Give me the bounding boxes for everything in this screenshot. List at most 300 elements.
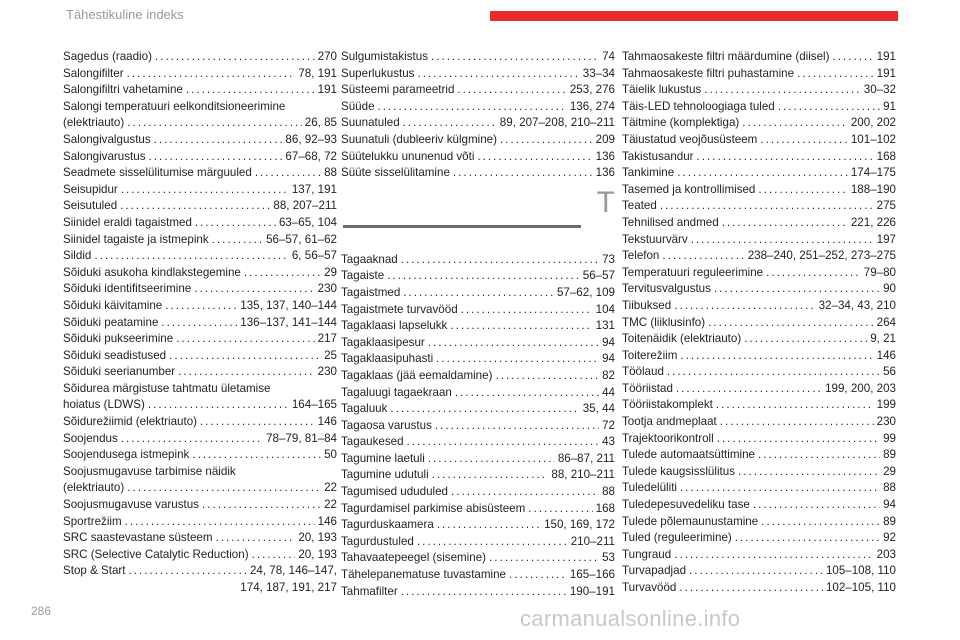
dot-leader	[417, 66, 579, 83]
entry-pages: 86, 92–93	[285, 132, 337, 146]
index-entry	[341, 501, 615, 518]
index-entry	[63, 514, 337, 531]
dot-leader	[161, 315, 237, 332]
letter-heading: T	[596, 185, 615, 219]
entry-pages: 94	[883, 498, 896, 512]
index-entry	[341, 418, 615, 435]
entry-pages: 136–137, 141–144	[240, 315, 337, 329]
entry-term: Tagaklaas (jää eemaldamine)	[341, 368, 493, 382]
entry-pages: 135, 137, 140–144	[240, 298, 337, 312]
entry-pages: 101–102	[850, 132, 896, 146]
dot-leader	[401, 252, 599, 269]
entry-pages: 35, 44	[582, 402, 615, 416]
index-entry	[622, 431, 896, 448]
dot-leader	[758, 182, 847, 199]
entry-pages: 102–105, 110	[825, 581, 896, 594]
dot-leader	[742, 115, 848, 132]
entry-pages: 136, 274	[569, 99, 615, 113]
entry-pages: 238–240, 251–252, 273–275	[747, 249, 896, 263]
dot-leader	[758, 447, 880, 464]
index-entry	[341, 149, 615, 166]
entry-term: Salongifiltri vahetamine	[63, 83, 183, 97]
dot-leader	[192, 447, 321, 464]
entry-pages: 20, 193	[298, 547, 337, 561]
dot-leader	[194, 281, 314, 298]
index-entry	[622, 182, 896, 199]
index-entry	[63, 165, 337, 182]
dot-leader	[387, 268, 580, 285]
index-entry	[63, 497, 337, 514]
entry-pages: 136	[595, 166, 615, 180]
entry-term: Tahmaosakeste filtri määrdumine (diisel)	[622, 50, 830, 63]
entry-term: Siinidel eraldi tagaistmed	[63, 215, 192, 229]
entry-term: Tagaklaasi lapselukk	[341, 319, 448, 333]
index-entry	[622, 530, 896, 547]
index-entry	[622, 248, 896, 265]
entry-term: Täielik lukustus	[622, 83, 702, 97]
entry-pages: 73	[602, 252, 615, 266]
entry-term: Tagaistmed	[341, 285, 401, 299]
entry-pages: 24, 78, 146–147,	[249, 564, 337, 578]
index-entry	[63, 265, 337, 282]
dot-leader	[457, 82, 566, 99]
index-entry	[341, 467, 615, 484]
entry-term: Tuled (reguleerimine)	[622, 531, 732, 545]
entry-term: Tungraud	[622, 547, 672, 561]
page-number: 286	[31, 604, 52, 618]
entry-term: Turvapadjad	[622, 564, 687, 578]
entry-term: Tagaiste	[341, 269, 385, 283]
dot-leader	[697, 149, 874, 166]
index-entry	[622, 331, 896, 348]
dot-leader	[178, 364, 315, 381]
entry-term: Sõiduki peatamine	[63, 315, 159, 329]
index-entry	[622, 348, 896, 365]
index-entry	[63, 99, 337, 132]
entry-term-line: Sõidurea märgistuse tahtmatu ületamise	[63, 381, 271, 395]
index-entry	[622, 580, 896, 597]
dot-leader	[165, 298, 237, 315]
dot-leader	[129, 563, 247, 580]
entry-pages: 150, 169, 172	[544, 518, 615, 532]
entry-pages: 53	[602, 551, 615, 565]
dot-leader	[717, 431, 880, 448]
index-entry	[622, 132, 896, 149]
dot-leader	[674, 298, 815, 315]
dot-leader	[714, 281, 880, 298]
entry-pages: 26, 85	[304, 116, 337, 130]
entry-term: Temperatuuri reguleerimine	[622, 265, 764, 279]
index-entry	[341, 49, 615, 66]
index-entry	[63, 547, 337, 564]
entry-term: SRC saastevastane süsteem	[63, 531, 213, 545]
index-entry	[622, 381, 896, 398]
dot-leader	[428, 451, 555, 468]
entry-pages: 90	[883, 282, 896, 296]
entry-pages: 230	[317, 282, 337, 296]
index-entry	[63, 530, 337, 547]
index-entry	[622, 514, 896, 531]
entry-pages: 199	[876, 398, 896, 412]
entry-term: SRC (Selective Catalytic Reduction)	[63, 547, 249, 561]
entry-pages: 72	[602, 418, 615, 432]
index-entry	[341, 534, 615, 551]
entry-term: Süüte sisselülitamine	[341, 166, 450, 180]
entry-term: Tervitusvalgustus	[622, 282, 711, 296]
entry-pages: 230	[876, 415, 896, 429]
dot-leader	[252, 547, 296, 564]
entry-pages: 63–65, 104	[278, 215, 337, 229]
entry-term: Tasemed ja kontrollimised	[622, 182, 756, 196]
entry-term-line: Salongi temperatuuri eelkonditsioneerimine	[63, 99, 286, 113]
entry-pages: 217	[317, 332, 337, 346]
letter-rule	[343, 225, 581, 228]
index-entry	[63, 281, 337, 298]
dot-leader	[744, 331, 867, 348]
dot-leader	[528, 501, 592, 518]
entry-term: (elektriauto)	[63, 481, 125, 495]
dot-leader	[704, 82, 860, 99]
index-entry	[341, 318, 615, 335]
entry-pages: 56	[883, 365, 896, 379]
entry-pages: 88	[602, 485, 615, 499]
index-entry	[622, 232, 896, 249]
entry-term: Süütelukku ununenud võti	[341, 149, 475, 163]
dot-leader	[500, 132, 593, 149]
entry-pages: 88, 210–211	[551, 468, 615, 482]
index-entry	[341, 132, 615, 149]
entry-term: Tagurdamisel parkimise abisüsteem	[341, 501, 526, 515]
index-entry	[622, 315, 896, 332]
dot-leader	[120, 198, 270, 215]
dot-leader	[121, 431, 263, 448]
entry-term: Sõiduki pukseerimine	[63, 332, 174, 346]
dot-leader	[437, 517, 541, 534]
index-entry	[63, 82, 337, 99]
entry-term: Salongifilter	[63, 66, 124, 80]
entry-pages: 82	[602, 368, 615, 382]
entry-term: Toiterežiim	[622, 348, 678, 362]
entry-term: Tuledepesuvedeliku tase	[622, 498, 750, 512]
entry-pages: 25	[324, 348, 337, 362]
dot-leader	[255, 165, 321, 182]
header-title: Tähestikuline indeks	[66, 7, 184, 22]
index-entry	[622, 364, 896, 381]
entry-pages: 6, 56–57	[291, 249, 337, 263]
entry-pages: 146	[317, 514, 337, 528]
index-entry	[341, 584, 615, 601]
dot-leader	[674, 547, 873, 564]
entry-term: Tulede automaatsüttimine	[622, 448, 755, 462]
entry-term: Sõiduki käivitamine	[63, 298, 163, 312]
entry-term: Tagaklaasipesur	[341, 335, 425, 349]
entry-term: Tööriistakomplekt	[622, 398, 713, 412]
index-entry	[622, 414, 896, 431]
entry-term: Salongivarustus	[63, 149, 146, 163]
index-column-1	[63, 49, 337, 597]
entry-pages: 43	[602, 435, 615, 449]
entry-term: Tagumine udutuli	[341, 468, 429, 482]
entry-term: Trajektoorikontroll	[622, 431, 714, 445]
entry-term: Täis-LED tehnoloogiaga tuled	[622, 99, 775, 113]
entry-pages: 78, 191	[298, 66, 337, 80]
index-entry	[622, 480, 896, 497]
index-entry	[622, 198, 896, 215]
entry-pages: 88	[324, 166, 337, 180]
entry-pages-continued: 174, 187, 191, 217	[240, 581, 337, 594]
entry-pages: 221, 226	[850, 215, 896, 229]
index-entry	[341, 115, 615, 132]
entry-term: Tagumine laetuli	[341, 451, 425, 465]
dot-leader	[401, 584, 567, 601]
entry-term: Teated	[622, 199, 657, 213]
index-entry	[63, 315, 337, 332]
dot-leader	[212, 232, 263, 249]
dot-leader	[720, 414, 874, 431]
index-entry	[341, 451, 615, 468]
index-entry	[341, 517, 615, 534]
entry-term: TMC (liiklusinfo)	[622, 315, 706, 329]
index-entry	[63, 414, 337, 431]
dot-leader	[691, 232, 874, 249]
index-entry	[63, 331, 337, 348]
entry-term: Tahmaosakeste filtri puhastamine	[622, 66, 795, 80]
entry-pages: 136	[595, 149, 615, 163]
index-entry	[63, 149, 337, 166]
index-column-2	[341, 49, 615, 600]
entry-pages: 99	[883, 431, 896, 445]
entry-term: Täiustatud veojõusüsteem	[622, 132, 758, 146]
dot-leader	[435, 418, 599, 435]
index-entry	[341, 335, 615, 352]
index-entry	[622, 215, 896, 232]
entry-pages: 146	[876, 348, 896, 362]
entry-pages: 56–57, 61–62	[266, 232, 337, 246]
index-entry	[341, 165, 615, 182]
entry-pages: 74	[602, 50, 615, 63]
entry-pages: 67–68, 72	[285, 149, 337, 163]
index-entry	[341, 82, 615, 99]
dot-leader	[431, 49, 599, 66]
dot-leader	[450, 318, 592, 335]
index-entry	[63, 447, 337, 464]
entry-pages: 29	[883, 464, 896, 478]
dot-leader	[455, 385, 599, 402]
dot-leader	[121, 182, 289, 199]
entry-term: hoiatus (LDWS)	[63, 398, 145, 412]
entry-pages: 209	[595, 132, 615, 146]
entry-term: Sportrežiim	[63, 514, 122, 528]
dot-leader	[149, 149, 283, 166]
dot-leader	[495, 368, 599, 385]
index-column-3	[622, 49, 896, 597]
index-entry	[341, 252, 615, 269]
entry-pages: 29	[324, 265, 337, 279]
index-entry	[63, 232, 337, 249]
entry-pages: 146	[317, 415, 337, 429]
dot-leader	[432, 467, 549, 484]
entry-pages: 92	[883, 531, 896, 545]
index-entry	[341, 434, 615, 451]
entry-pages: 20, 193	[298, 531, 337, 545]
entry-term: Tagaistmete turvavööd	[341, 302, 458, 316]
index-entry	[341, 401, 615, 418]
dot-leader	[722, 215, 848, 232]
entry-pages: 30–32	[863, 83, 896, 97]
entry-term: Takistusandur	[622, 149, 694, 163]
index-entry	[622, 547, 896, 564]
entry-term: Tagaklaasipuhasti	[341, 352, 434, 366]
index-entry	[63, 215, 337, 232]
entry-term: Tekstuurvärv	[622, 232, 688, 246]
dot-leader	[428, 335, 599, 352]
entry-pages: 168	[876, 149, 896, 163]
dot-leader	[127, 115, 302, 132]
entry-pages: 137, 191	[291, 182, 337, 196]
entry-term: Tuledelüliti	[622, 481, 677, 495]
entry-pages: 9, 21	[870, 332, 896, 346]
entry-pages: 104	[595, 302, 615, 316]
dot-leader	[200, 414, 315, 431]
entry-term: Tagumised ududuled	[341, 485, 448, 499]
dot-leader	[761, 514, 880, 531]
dot-leader	[477, 149, 592, 166]
entry-term: Tiibuksed	[622, 298, 672, 312]
entry-pages: 79–80	[863, 265, 896, 279]
entry-pages: 56–57	[582, 269, 615, 283]
entry-term: Telefon	[622, 249, 660, 263]
entry-term: Tähelepanematuse tuvastamine	[341, 568, 506, 582]
entry-pages: 33–34	[582, 66, 615, 80]
index-entry	[341, 66, 615, 83]
entry-term: Sõiduki asukoha kindlakstegemine	[63, 265, 241, 279]
index-entry	[341, 285, 615, 302]
entry-term: Sõiduki seadistused	[63, 348, 167, 362]
index-entry	[341, 385, 615, 402]
entry-term: (elektriauto)	[63, 116, 125, 130]
entry-pages: 210–211	[570, 534, 615, 548]
entry-pages: 168	[595, 501, 615, 515]
dot-leader	[436, 351, 599, 368]
index-entry	[341, 99, 615, 116]
dot-leader	[689, 563, 823, 580]
entry-term: Töölaud	[622, 365, 664, 379]
entry-term: Tootja andmeplaat	[622, 415, 717, 429]
entry-pages: 32–34, 43, 210	[818, 298, 896, 312]
dot-leader	[195, 215, 276, 232]
index-entry	[622, 281, 896, 298]
dot-leader	[832, 49, 873, 66]
entry-pages: 91	[883, 99, 896, 113]
dot-leader	[202, 497, 321, 514]
entry-pages: 190–191	[569, 584, 615, 598]
dot-leader	[489, 550, 599, 567]
index-entry	[622, 66, 896, 83]
entry-pages: 89	[883, 514, 896, 528]
entry-term-line: Soojusmugavuse tarbimise näidik	[63, 464, 236, 478]
entry-term: Tööriistad	[622, 381, 673, 395]
entry-pages: 230	[317, 365, 337, 379]
index-entry	[63, 49, 337, 66]
entry-term: Sagedus (raadio)	[63, 50, 152, 63]
entry-pages: 44	[602, 385, 615, 399]
index-entry	[622, 298, 896, 315]
index-entry	[63, 182, 337, 199]
entry-term: Süüde	[341, 99, 375, 113]
dot-leader	[509, 567, 567, 584]
index-entry	[341, 567, 615, 584]
dot-leader	[753, 497, 880, 514]
entry-term: Tagaosa varustus	[341, 418, 432, 432]
entry-term: Tagaluugi tagaekraan	[341, 385, 452, 399]
entry-pages: 174–175	[850, 166, 896, 180]
dot-leader	[127, 66, 296, 83]
entry-term: Tahmafilter	[341, 584, 398, 598]
entry-pages: 89, 207–208, 210–211	[499, 116, 615, 130]
entry-pages: 191	[876, 66, 896, 80]
entry-pages: 200, 202	[850, 116, 896, 130]
entry-term: Sõiduki seerianumber	[63, 365, 176, 379]
entry-pages: 253, 276	[569, 83, 615, 97]
index-entry	[63, 66, 337, 83]
entry-term: Tagurdustuled	[341, 534, 414, 548]
entry-term: Suunatuli (dubleeriv külgmine)	[341, 132, 497, 146]
entry-term: Soojusmugavuse varustus	[63, 498, 199, 512]
index-entry	[622, 49, 896, 66]
entry-term: Sulgumistakistus	[341, 50, 428, 63]
entry-term: Tehnilised andmed	[622, 215, 719, 229]
index-entry	[341, 550, 615, 567]
index-entry	[622, 497, 896, 514]
entry-term: Superlukustus	[341, 66, 415, 80]
entry-term: Stop & Start	[63, 564, 126, 578]
entry-term: Tagaluuk	[341, 402, 388, 416]
index-entry	[622, 447, 896, 464]
dot-leader	[679, 580, 823, 597]
entry-pages: 50	[324, 448, 337, 462]
dot-leader	[94, 248, 289, 265]
index-entry	[341, 268, 615, 285]
dot-leader	[127, 480, 321, 497]
dot-leader	[453, 165, 593, 182]
entry-pages: 22	[324, 498, 337, 512]
entry-pages: 89	[883, 448, 896, 462]
entry-term: Tagurduskaamera	[341, 518, 434, 532]
dot-leader	[766, 265, 861, 282]
entry-term: Toitenäidik (elektriauto)	[622, 332, 742, 346]
index-entry	[622, 149, 896, 166]
entry-pages: 88	[883, 481, 896, 495]
entry-term: Seadmete sisselülitumise märguuled	[63, 166, 252, 180]
entry-term: Süsteemi parameetrid	[341, 83, 455, 97]
dot-leader	[680, 348, 873, 365]
dot-leader	[186, 82, 315, 99]
index-entry	[63, 431, 337, 448]
dot-leader	[660, 198, 874, 215]
dot-leader	[148, 397, 289, 414]
entry-pages: 22	[324, 481, 337, 495]
entry-pages: 191	[317, 83, 337, 97]
index-entry	[63, 563, 337, 596]
dot-leader	[244, 265, 321, 282]
entry-pages: 197	[876, 232, 896, 246]
entry-pages: 105–108, 110	[825, 564, 896, 578]
index-entry	[622, 265, 896, 282]
entry-pages: 191	[876, 50, 896, 63]
entry-pages: 131	[595, 319, 615, 333]
letter-divider	[341, 185, 615, 252]
entry-pages: 94	[602, 352, 615, 366]
